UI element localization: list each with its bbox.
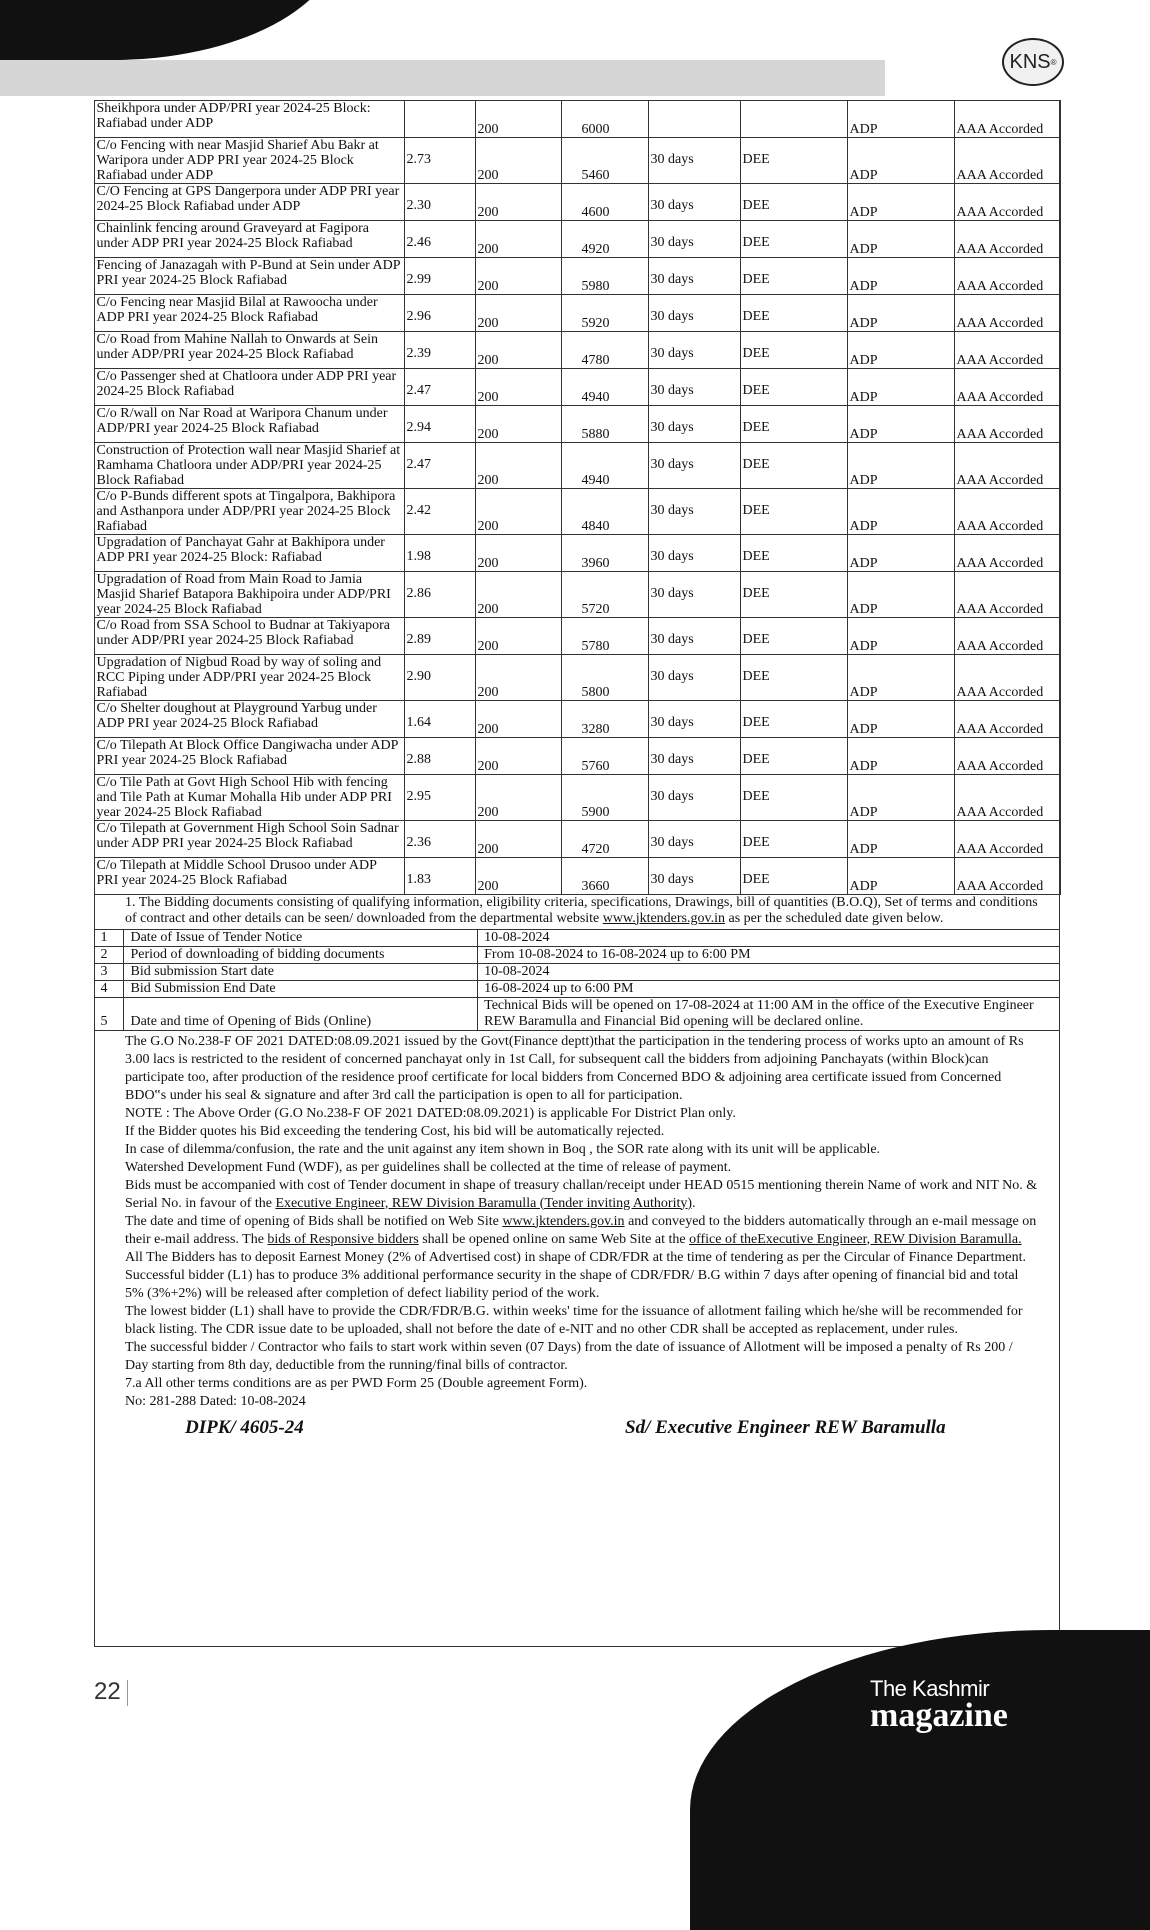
emd-cell: 5920 bbox=[561, 294, 648, 331]
term-wdf: Watershed Development Fund (WDF), as per guidelines shall be collected at the time of release of payment. bbox=[125, 1159, 732, 1175]
table-row bbox=[94, 368, 1060, 405]
status-cell: AAA Accorded bbox=[954, 442, 1060, 488]
table-row bbox=[94, 442, 1060, 488]
class-cell: DEE bbox=[740, 774, 847, 820]
work-name: C/o Tilepath at Government High School Soin Sadnar under ADP PRI year 2024-25 Block Rafiabad bbox=[94, 820, 404, 857]
magazine-logo: The Kashmir magazine bbox=[870, 1676, 1008, 1734]
dipk-reference: DIPK/ 4605-24 bbox=[185, 1416, 304, 1438]
page-number: 22 bbox=[94, 1678, 128, 1706]
cost-cell: 2.86 bbox=[404, 571, 475, 617]
emd-cell: 3660 bbox=[561, 857, 648, 894]
completion-time-cell: 30 days bbox=[648, 617, 740, 654]
work-name: Chainlink fencing around Graveyard at Fagipora under ADP PRI year 2024-25 Block Rafiabad bbox=[94, 220, 404, 257]
tender-fee-cell: 200 bbox=[475, 774, 561, 820]
table-row bbox=[94, 820, 1060, 857]
completion-time-cell: 30 days bbox=[648, 700, 740, 737]
work-name: C/O Fencing at GPS Dangerpora under ADP PRI year 2024-25 Block Rafiabad under ADP bbox=[94, 183, 404, 220]
work-name: Upgradation of Road from Main Road to Jamia Masjid Sharief Batapora Bakhipoira under ADP/PRI year 2024-25 Block Rafiabad bbox=[94, 571, 404, 617]
tender-notice bbox=[94, 100, 1060, 1647]
table-row bbox=[94, 617, 1060, 654]
fund-cell: ADP bbox=[847, 220, 954, 257]
completion-time-cell: 30 days bbox=[648, 331, 740, 368]
cost-cell: 1.83 bbox=[404, 857, 475, 894]
class-cell: DEE bbox=[740, 700, 847, 737]
emd-cell: 5460 bbox=[561, 137, 648, 183]
schedule-item: Bid Submission End Date bbox=[124, 980, 478, 997]
status-cell: AAA Accorded bbox=[954, 220, 1060, 257]
class-cell: DEE bbox=[740, 820, 847, 857]
cost-cell: 2.90 bbox=[404, 654, 475, 700]
class-cell: DEE bbox=[740, 368, 847, 405]
class-cell: DEE bbox=[740, 571, 847, 617]
work-name: C/o Fencing near Masjid Bilal at Rawoocha under ADP PRI year 2024-25 Block Rafiabad bbox=[94, 294, 404, 331]
tender-fee-cell: 200 bbox=[475, 488, 561, 534]
completion-time-cell: 30 days bbox=[648, 820, 740, 857]
status-cell: AAA Accorded bbox=[954, 857, 1060, 894]
table-row bbox=[94, 488, 1060, 534]
term-note: NOTE : The Above Order (G.O No.238-F OF 2021 DATED:08.09.2021) is applicable For District Plan only. bbox=[125, 1105, 736, 1121]
tender-fee-cell: 200 bbox=[475, 183, 561, 220]
schedule-no: 1 bbox=[94, 929, 124, 946]
emd-cell: 4840 bbox=[561, 488, 648, 534]
fund-cell: ADP bbox=[847, 442, 954, 488]
term-go-order: The G.O No.238-F OF 2021 DATED:08.09.2021 issued by the Govt(Finance deptt)that the participation in the tendering process of works upto an amount of Rs 3.00 lacs is restricted to the resident of concerned panchayat only in 1st Call, for subsequent call the bidders from adjoining Panchayats (within Block)can participate too, after production of the residence proof certificate for local bidders from Concerned BDO & adjoining area certificate issued from Concerned BDO‟s under his seal & signature and after 3rd call the participation is open to all for participation. bbox=[125, 1033, 1024, 1103]
work-name: Upgradation of Panchayat Gahr at Bakhipora under ADP PRI year 2024-25 Block: Rafiabad bbox=[94, 534, 404, 571]
table-row bbox=[94, 737, 1060, 774]
cost-cell: 2.47 bbox=[404, 442, 475, 488]
status-cell: AAA Accorded bbox=[954, 774, 1060, 820]
table-row bbox=[94, 534, 1060, 571]
table-row bbox=[94, 774, 1060, 820]
schedule-item: Bid submission Start date bbox=[124, 963, 478, 980]
status-cell: AAA Accorded bbox=[954, 294, 1060, 331]
tender-fee-cell: 200 bbox=[475, 257, 561, 294]
completion-time-cell bbox=[648, 100, 740, 137]
schedule-value: From 10-08-2024 to 16-08-2024 up to 6:00 PM bbox=[478, 946, 1059, 963]
notice-number-date: No: 281-288 Dated: 10-08-2024 bbox=[125, 1393, 306, 1409]
status-cell: AAA Accorded bbox=[954, 183, 1060, 220]
tender-fee-cell: 200 bbox=[475, 405, 561, 442]
fund-cell: ADP bbox=[847, 183, 954, 220]
completion-time-cell: 30 days bbox=[648, 405, 740, 442]
cost-cell: 2.36 bbox=[404, 820, 475, 857]
completion-time-cell: 30 days bbox=[648, 220, 740, 257]
fund-cell: ADP bbox=[847, 331, 954, 368]
class-cell: DEE bbox=[740, 220, 847, 257]
emd-cell: 4600 bbox=[561, 183, 648, 220]
cost-cell: 1.64 bbox=[404, 700, 475, 737]
schedule-value: 16-08-2024 up to 6:00 PM bbox=[478, 980, 1059, 997]
tender-fee-cell: 200 bbox=[475, 368, 561, 405]
work-name: C/o Passenger shed at Chatloora under ADP PRI year 2024-25 Block Rafiabad bbox=[94, 368, 404, 405]
term-earnest-money: All The Bidders has to deposit Earnest Money (2% of Advertised cost) in shape of CDR/FDR at the time of tendering as per the Circular of Finance Department. bbox=[125, 1249, 1026, 1265]
completion-time-cell: 30 days bbox=[648, 442, 740, 488]
work-name: Construction of Protection wall near Masjid Sharief at Ramhama Chatloora under ADP/PRI year 2024-25 Block Rafiabad bbox=[94, 442, 404, 488]
emd-cell: 6000 bbox=[561, 100, 648, 137]
kns-logo: KNS ® bbox=[1002, 38, 1064, 86]
status-cell: AAA Accorded bbox=[954, 405, 1060, 442]
table-row bbox=[94, 331, 1060, 368]
schedule-no: 3 bbox=[94, 963, 124, 980]
corner-decoration bbox=[0, 0, 340, 60]
status-cell: AAA Accorded bbox=[954, 368, 1060, 405]
table-row bbox=[94, 857, 1060, 894]
fund-cell: ADP bbox=[847, 100, 954, 137]
tender-fee-cell: 200 bbox=[475, 220, 561, 257]
status-cell: AAA Accorded bbox=[954, 737, 1060, 774]
completion-time-cell: 30 days bbox=[648, 774, 740, 820]
schedule-row bbox=[94, 997, 1059, 1030]
cost-cell: 1.98 bbox=[404, 534, 475, 571]
fund-cell: ADP bbox=[847, 737, 954, 774]
fund-cell: ADP bbox=[847, 257, 954, 294]
emd-cell: 3280 bbox=[561, 700, 648, 737]
class-cell: DEE bbox=[740, 534, 847, 571]
schedule-no: 5 bbox=[94, 997, 124, 1030]
completion-time-cell: 30 days bbox=[648, 488, 740, 534]
class-cell: DEE bbox=[740, 488, 847, 534]
term-pwd-form: 7.a All other terms conditions are as per PWD Form 25 (Double agreement Form). bbox=[125, 1375, 588, 1391]
emd-cell: 4780 bbox=[561, 331, 648, 368]
status-cell: AAA Accorded bbox=[954, 137, 1060, 183]
schedule-table bbox=[94, 929, 1060, 1031]
table-row bbox=[94, 700, 1060, 737]
status-cell: AAA Accorded bbox=[954, 617, 1060, 654]
terms-conditions bbox=[95, 1031, 1059, 1411]
class-cell bbox=[740, 100, 847, 137]
cost-cell bbox=[404, 100, 475, 137]
cost-cell: 2.30 bbox=[404, 183, 475, 220]
schedule-row bbox=[94, 946, 1059, 963]
cost-cell: 2.88 bbox=[404, 737, 475, 774]
work-name: C/o Road from Mahine Nallah to Onwards at Sein under ADP/PRI year 2024-25 Block Rafiabad bbox=[94, 331, 404, 368]
schedule-row bbox=[94, 963, 1059, 980]
table-row bbox=[94, 405, 1060, 442]
table-row bbox=[94, 137, 1060, 183]
tender-fee-cell: 200 bbox=[475, 571, 561, 617]
work-name: C/o Tile Path at Govt High School Hib with fencing and Tile Path at Kumar Mohalla Hib under ADP PRI year 2024-25 Block Rafiabad bbox=[94, 774, 404, 820]
jktenders-link-2[interactable]: www.jktenders.gov.in bbox=[502, 1213, 625, 1229]
term-opening-notified: The date and time of opening of Bids shall be notified on Web Site www.jktenders.gov.in and conveyed to the bidders automatically through an e-mail message on their e-mail address. The bids of Responsive bidders shall be opened online on same Web Site at the office of theExecutive Engineer, REW Division Baramulla. bbox=[125, 1213, 1037, 1247]
emd-cell: 5900 bbox=[561, 774, 648, 820]
work-name: Sheikhpora under ADP/PRI year 2024-25 Block: Rafiabad under ADP bbox=[94, 100, 404, 137]
term-penalty: The successful bidder / Contractor who fails to start work within seven (07 Days) from the date of issuance of Allotment will be imposed a penalty of Rs 200 / Day starting from 8th day, deductible from the running/final bills of contractor. bbox=[125, 1339, 1013, 1373]
class-cell: DEE bbox=[740, 137, 847, 183]
tender-fee-cell: 200 bbox=[475, 820, 561, 857]
table-row bbox=[94, 183, 1060, 220]
status-cell: AAA Accorded bbox=[954, 257, 1060, 294]
table-row bbox=[94, 257, 1060, 294]
emd-cell: 4940 bbox=[561, 442, 648, 488]
emd-cell: 3960 bbox=[561, 534, 648, 571]
tender-fee-cell: 200 bbox=[475, 137, 561, 183]
cost-cell: 2.47 bbox=[404, 368, 475, 405]
fund-cell: ADP bbox=[847, 820, 954, 857]
schedule-row bbox=[94, 929, 1059, 946]
completion-time-cell: 30 days bbox=[648, 534, 740, 571]
status-cell: AAA Accorded bbox=[954, 820, 1060, 857]
jktenders-link[interactable]: www.jktenders.gov.in bbox=[602, 910, 725, 926]
cost-cell: 2.96 bbox=[404, 294, 475, 331]
class-cell: DEE bbox=[740, 183, 847, 220]
footer-swoosh bbox=[690, 1630, 1150, 1930]
emd-cell: 5980 bbox=[561, 257, 648, 294]
tender-fee-cell: 200 bbox=[475, 442, 561, 488]
signoff bbox=[95, 1411, 1059, 1439]
schedule-row bbox=[94, 980, 1059, 997]
tender-fee-cell: 200 bbox=[475, 737, 561, 774]
class-cell: DEE bbox=[740, 654, 847, 700]
works-table bbox=[94, 100, 1061, 895]
fund-cell: ADP bbox=[847, 368, 954, 405]
work-name: C/o Road from SSA School to Budnar at Takiyapora under ADP/PRI year 2024-25 Block Rafiabad bbox=[94, 617, 404, 654]
work-name: Fencing of Janazagah with P-Bund at Sein under ADP PRI year 2024-25 Block Rafiabad bbox=[94, 257, 404, 294]
fund-cell: ADP bbox=[847, 700, 954, 737]
class-cell: DEE bbox=[740, 857, 847, 894]
schedule-value: 10-08-2024 bbox=[478, 929, 1059, 946]
table-row bbox=[94, 220, 1060, 257]
fund-cell: ADP bbox=[847, 654, 954, 700]
schedule-item: Date and time of Opening of Bids (Online) bbox=[124, 997, 478, 1030]
completion-time-cell: 30 days bbox=[648, 654, 740, 700]
completion-time-cell: 30 days bbox=[648, 294, 740, 331]
term-performance-security: Successful bidder (L1) has to produce 3% additional performance security in the shape of CDR/FDR/ B.G within 7 days after opening of financial bid and total 5% (3%+2%) will be released after completion of defect liability period of the work. bbox=[125, 1267, 1019, 1301]
table-row bbox=[94, 294, 1060, 331]
work-name: C/o Tilepath at Middle School Drusoo under ADP PRI year 2024-25 Block Rafiabad bbox=[94, 857, 404, 894]
completion-time-cell: 30 days bbox=[648, 857, 740, 894]
status-cell: AAA Accorded bbox=[954, 488, 1060, 534]
table-row bbox=[94, 100, 1060, 137]
table-row bbox=[94, 654, 1060, 700]
schedule-item: Date of Issue of Tender Notice bbox=[124, 929, 478, 946]
fund-cell: ADP bbox=[847, 534, 954, 571]
class-cell: DEE bbox=[740, 294, 847, 331]
term-bid-exceed: If the Bidder quotes his Bid exceeding the tendering Cost, his bid will be automatically rejected. bbox=[125, 1123, 665, 1139]
status-cell: AAA Accorded bbox=[954, 100, 1060, 137]
class-cell: DEE bbox=[740, 737, 847, 774]
fund-cell: ADP bbox=[847, 617, 954, 654]
emd-cell: 4940 bbox=[561, 368, 648, 405]
status-cell: AAA Accorded bbox=[954, 571, 1060, 617]
emd-cell: 4920 bbox=[561, 220, 648, 257]
tender-fee-cell: 200 bbox=[475, 331, 561, 368]
cost-cell: 2.94 bbox=[404, 405, 475, 442]
term-lowest-bidder: The lowest bidder (L1) shall have to provide the CDR/FDR/B.G. within weeks' time for the issuance of allotment failing which he/she will be recommended for black listing. The CDR issue date to be uploaded, shall not before the date of e-NIT and no other CDR shall be accepted as replacement, under rules. bbox=[125, 1303, 1023, 1337]
tender-fee-cell: 200 bbox=[475, 700, 561, 737]
cost-cell: 2.73 bbox=[404, 137, 475, 183]
completion-time-cell: 30 days bbox=[648, 737, 740, 774]
tender-fee-cell: 200 bbox=[475, 534, 561, 571]
work-name: C/o P-Bunds different spots at Tingalpora, Bakhipora and Asthanpora under ADP/PRI year 2024-25 Block Rafiabad bbox=[94, 488, 404, 534]
emd-cell: 5720 bbox=[561, 571, 648, 617]
completion-time-cell: 30 days bbox=[648, 137, 740, 183]
cost-cell: 2.89 bbox=[404, 617, 475, 654]
fund-cell: ADP bbox=[847, 488, 954, 534]
fund-cell: ADP bbox=[847, 571, 954, 617]
status-cell: AAA Accorded bbox=[954, 534, 1060, 571]
schedule-item: Period of downloading of bidding documents bbox=[124, 946, 478, 963]
status-cell: AAA Accorded bbox=[954, 331, 1060, 368]
table-row bbox=[94, 571, 1060, 617]
emd-cell: 5800 bbox=[561, 654, 648, 700]
schedule-no: 2 bbox=[94, 946, 124, 963]
status-cell: AAA Accorded bbox=[954, 700, 1060, 737]
fund-cell: ADP bbox=[847, 405, 954, 442]
class-cell: DEE bbox=[740, 331, 847, 368]
emd-cell: 4720 bbox=[561, 820, 648, 857]
cost-cell: 2.46 bbox=[404, 220, 475, 257]
tender-fee-cell: 200 bbox=[475, 617, 561, 654]
term-dilemma: In case of dilemma/confusion, the rate and the unit against any item shown in Boq , the SOR rate along with its unit will be applicable. bbox=[125, 1141, 881, 1157]
tender-fee-cell: 200 bbox=[475, 294, 561, 331]
fund-cell: ADP bbox=[847, 774, 954, 820]
work-name: C/o Shelter doughout at Playground Yarbug under ADP PRI year 2024-25 Block Rafiabad bbox=[94, 700, 404, 737]
note-bidding-documents: 1. The Bidding documents consisting of qualifying information, eligibility criteria, specifications, Drawings, bill of quantities (B.O.Q), Set of terms and conditions of contract and other details can be seen/ downloaded from the departmental website www.jktenders.gov.in as per the scheduled date given below. bbox=[125, 894, 1038, 926]
cost-cell: 2.95 bbox=[404, 774, 475, 820]
tender-fee-cell: 200 bbox=[475, 654, 561, 700]
completion-time-cell: 30 days bbox=[648, 571, 740, 617]
fund-cell: ADP bbox=[847, 294, 954, 331]
completion-time-cell: 30 days bbox=[648, 368, 740, 405]
class-cell: DEE bbox=[740, 405, 847, 442]
term-tender-cost: Bids must be accompanied with cost of Tender document in shape of treasury challan/receipt under HEAD 0515 mentioning therein Name of work and NIT No. & Serial No. in favour of the Executive Engineer, REW Division Baramulla (Tender inviting Authority). bbox=[125, 1177, 1038, 1211]
signature: Sd/ Executive Engineer REW Baramulla bbox=[625, 1416, 946, 1438]
cost-cell: 2.99 bbox=[404, 257, 475, 294]
emd-cell: 5780 bbox=[561, 617, 648, 654]
schedule-value: 10-08-2024 bbox=[478, 963, 1059, 980]
tender-fee-cell: 200 bbox=[475, 100, 561, 137]
work-name: C/o Tilepath At Block Office Dangiwacha under ADP PRI year 2024-25 Block Rafiabad bbox=[94, 737, 404, 774]
emd-cell: 5760 bbox=[561, 737, 648, 774]
cost-cell: 2.39 bbox=[404, 331, 475, 368]
cost-cell: 2.42 bbox=[404, 488, 475, 534]
schedule-no: 4 bbox=[94, 980, 124, 997]
emd-cell: 5880 bbox=[561, 405, 648, 442]
class-cell: DEE bbox=[740, 257, 847, 294]
work-name: C/o R/wall on Nar Road at Waripora Chanum under ADP/PRI year 2024-25 Block Rafiabad bbox=[94, 405, 404, 442]
fund-cell: ADP bbox=[847, 137, 954, 183]
completion-time-cell: 30 days bbox=[648, 183, 740, 220]
fund-cell: ADP bbox=[847, 857, 954, 894]
schedule-value: Technical Bids will be opened on 17-08-2024 at 11:00 AM in the office of the Executive Engineer REW Baramulla and Financial Bid opening will be declared online. bbox=[478, 997, 1059, 1030]
class-cell: DEE bbox=[740, 617, 847, 654]
tender-fee-cell: 200 bbox=[475, 857, 561, 894]
status-cell: AAA Accorded bbox=[954, 654, 1060, 700]
work-name: C/o Fencing with near Masjid Sharief Abu Bakr at Waripora under ADP PRI year 2024-25 Block Rafiabad under ADP bbox=[94, 137, 404, 183]
class-cell: DEE bbox=[740, 442, 847, 488]
top-banner-strip bbox=[0, 60, 885, 96]
work-name: Upgradation of Nigbud Road by way of soling and RCC Piping under ADP/PRI year 2024-25 Block Rafiabad bbox=[94, 654, 404, 700]
completion-time-cell: 30 days bbox=[648, 257, 740, 294]
